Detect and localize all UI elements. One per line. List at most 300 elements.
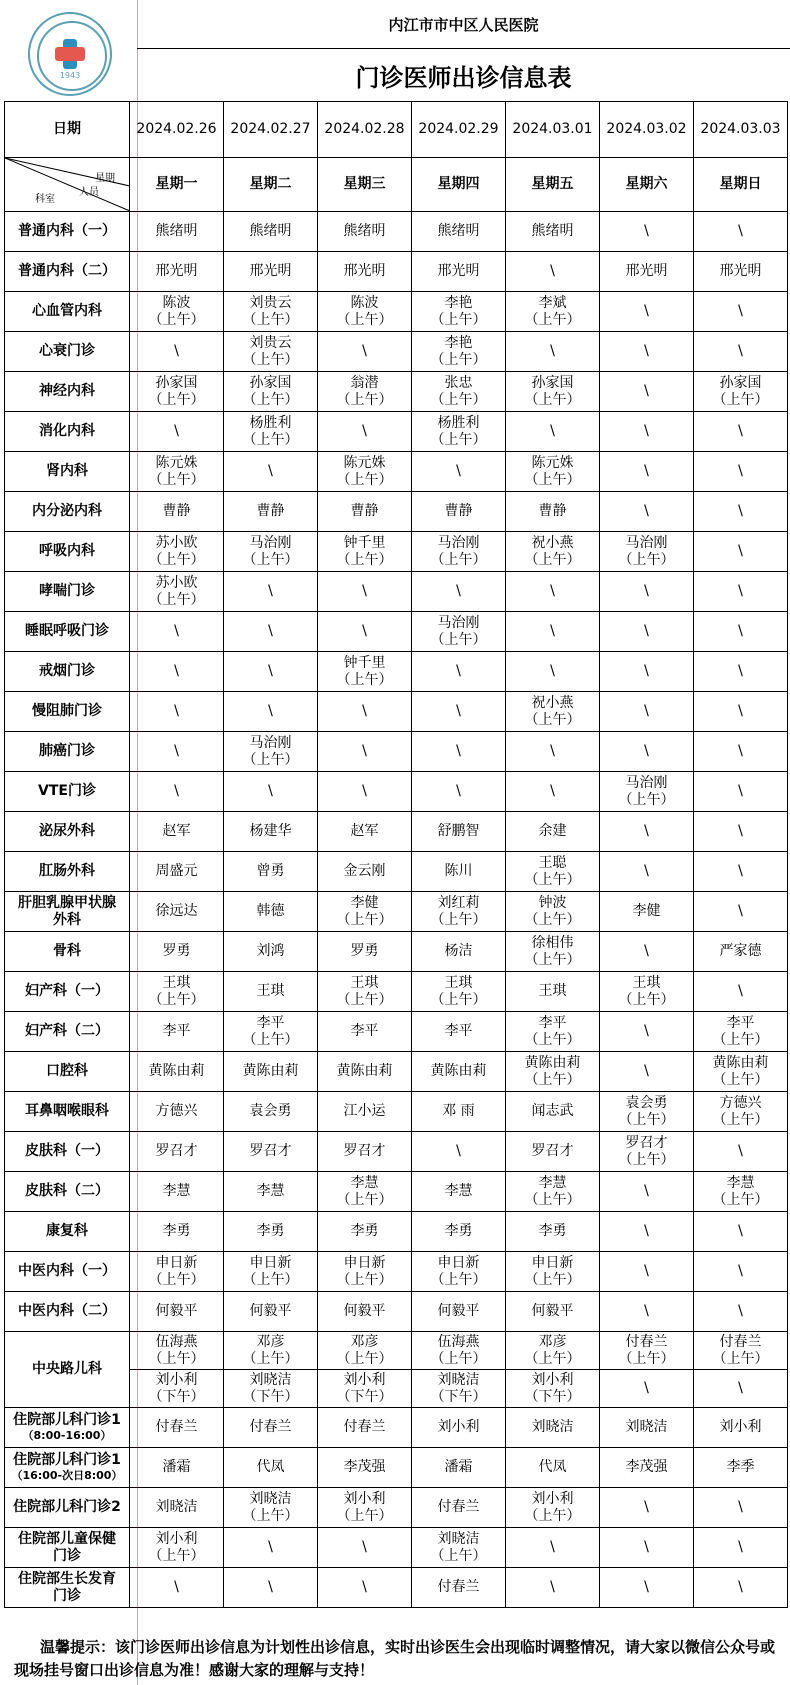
schedule-cell: \ bbox=[694, 692, 788, 732]
table-row bbox=[5, 1012, 788, 1052]
schedule-cell: 李慧 （上午） bbox=[506, 1172, 600, 1212]
schedule-cell: \ bbox=[224, 652, 318, 692]
dept-cell: 妇产科（一） bbox=[5, 972, 130, 1012]
date-row bbox=[5, 102, 788, 158]
dept-cell: 普通内科（一） bbox=[5, 212, 130, 252]
schedule-cell: 余建 bbox=[506, 812, 600, 852]
schedule-cell: \ bbox=[694, 1292, 788, 1332]
dept-label: 住院部生长发育 门诊 bbox=[18, 1570, 116, 1604]
schedule-cell: 付春兰 bbox=[412, 1568, 506, 1608]
schedule-cell: 刘鸿 bbox=[224, 932, 318, 972]
schedule-cell: 黄陈由莉 bbox=[224, 1052, 318, 1092]
schedule-cell: \ bbox=[600, 812, 694, 852]
dept-cell: 耳鼻咽喉眼科 bbox=[5, 1092, 130, 1132]
schedule-cell: 付春兰 bbox=[318, 1408, 412, 1448]
schedule-cell: 李勇 bbox=[412, 1212, 506, 1252]
schedule-cell: 张忠 （上午） bbox=[412, 372, 506, 412]
schedule-cell: \ bbox=[600, 732, 694, 772]
schedule-cell: 金云刚 bbox=[318, 852, 412, 892]
schedule-cell: 李慧 bbox=[412, 1172, 506, 1212]
schedule-cell: \ bbox=[600, 1568, 694, 1608]
schedule-cell: \ bbox=[600, 1052, 694, 1092]
schedule-cell: 潘霜 bbox=[130, 1448, 224, 1488]
schedule-cell: \ bbox=[318, 1528, 412, 1568]
dept-cell: 康复科 bbox=[5, 1212, 130, 1252]
schedule-cell: 孙家国 （上午） bbox=[224, 372, 318, 412]
schedule-cell: \ bbox=[224, 612, 318, 652]
dept-cell: 神经内科 bbox=[5, 372, 130, 412]
schedule-cell: \ bbox=[600, 332, 694, 372]
table-row bbox=[5, 1052, 788, 1092]
schedule-cell: 邓彦 （上午） bbox=[506, 1332, 600, 1370]
table-row bbox=[5, 772, 788, 812]
schedule-cell: 杨胜利 （上午） bbox=[224, 412, 318, 452]
dept-cell: 心血管内科 bbox=[5, 292, 130, 332]
dept-cell: 妇产科（二） bbox=[5, 1012, 130, 1052]
schedule-cell: \ bbox=[600, 612, 694, 652]
schedule-cell: 刘晓洁 bbox=[130, 1488, 224, 1528]
schedule-cell: 赵军 bbox=[130, 812, 224, 852]
schedule-cell: 方德兴 bbox=[130, 1092, 224, 1132]
schedule-cell: 马治刚 （上午） bbox=[600, 772, 694, 812]
schedule-cell: \ bbox=[694, 652, 788, 692]
table-row bbox=[5, 1408, 788, 1448]
schedule-cell: 刘晓洁 （上午） bbox=[412, 1528, 506, 1568]
weekday-cell: 星期五 bbox=[506, 158, 600, 212]
schedule-cell: 陈元姝 （上午） bbox=[318, 452, 412, 492]
schedule-cell: 陈波 （上午） bbox=[130, 292, 224, 332]
date-cell: 2024.03.01 bbox=[506, 102, 600, 158]
schedule-cell: \ bbox=[506, 412, 600, 452]
schedule-cell: 刘晓洁 bbox=[506, 1408, 600, 1448]
schedule-cell: \ bbox=[600, 412, 694, 452]
schedule-cell: \ bbox=[694, 452, 788, 492]
weekday-cell: 星期六 bbox=[600, 158, 694, 212]
schedule-cell: \ bbox=[694, 412, 788, 452]
weekday-cell: 星期日 bbox=[694, 158, 788, 212]
schedule-cell: 陈元姝 （上午） bbox=[506, 452, 600, 492]
schedule-cell: \ bbox=[694, 892, 788, 932]
schedule-cell: \ bbox=[694, 572, 788, 612]
dept-cell: 内分泌内科 bbox=[5, 492, 130, 532]
schedule-cell: 申日新 （上午） bbox=[318, 1252, 412, 1292]
schedule-cell: 闻志武 bbox=[506, 1092, 600, 1132]
table-row bbox=[5, 612, 788, 652]
table-row bbox=[5, 332, 788, 372]
schedule-cell: \ bbox=[600, 932, 694, 972]
schedule-cell: 李健 bbox=[600, 892, 694, 932]
schedule-cell: \ bbox=[130, 732, 224, 772]
schedule-cell: 刘晓洁 （下午） bbox=[224, 1370, 318, 1408]
table-row bbox=[5, 1172, 788, 1212]
dept-label: 住院部儿科门诊1 bbox=[13, 1452, 121, 1468]
schedule-cell: \ bbox=[412, 1132, 506, 1172]
schedule-cell: \ bbox=[318, 612, 412, 652]
schedule-cell: 邢光明 bbox=[694, 252, 788, 292]
hospital-name: 内江市市中区人民医院 bbox=[137, 0, 790, 49]
schedule-cell: 祝小燕 （上午） bbox=[506, 532, 600, 572]
schedule-cell: \ bbox=[130, 1568, 224, 1608]
dept-cell: 中医内科（二） bbox=[5, 1292, 130, 1332]
schedule-cell: 孙家国 （上午） bbox=[130, 372, 224, 412]
schedule-cell: \ bbox=[694, 492, 788, 532]
dept-cell bbox=[5, 1528, 130, 1568]
schedule-cell: 李慧 bbox=[130, 1172, 224, 1212]
dept-cell bbox=[5, 1568, 130, 1608]
corner-staff: 人员 bbox=[79, 187, 99, 198]
schedule-cell: 李勇 bbox=[506, 1212, 600, 1252]
schedule-cell: 刘晓洁 （上午） bbox=[224, 1488, 318, 1528]
schedule-cell: \ bbox=[412, 772, 506, 812]
weekday-cell: 星期二 bbox=[224, 158, 318, 212]
schedule-cell: \ bbox=[600, 692, 694, 732]
corner-dept: 科室 bbox=[35, 194, 55, 205]
table-row bbox=[5, 372, 788, 412]
schedule-cell: 申日新 （上午） bbox=[224, 1252, 318, 1292]
schedule-cell: \ bbox=[412, 732, 506, 772]
dept-cell: 睡眠呼吸门诊 bbox=[5, 612, 130, 652]
schedule-table bbox=[4, 101, 788, 1608]
schedule-cell: 马治刚 （上午） bbox=[224, 532, 318, 572]
schedule-cell: \ bbox=[694, 1488, 788, 1528]
schedule-cell: 罗召才 （上午） bbox=[600, 1132, 694, 1172]
schedule-cell: \ bbox=[694, 852, 788, 892]
schedule-cell: \ bbox=[412, 652, 506, 692]
schedule-cell: 刘贵云 （上午） bbox=[224, 332, 318, 372]
schedule-cell: \ bbox=[506, 572, 600, 612]
schedule-cell: 付春兰 bbox=[412, 1488, 506, 1528]
schedule-cell: 曹静 bbox=[506, 492, 600, 532]
table-row bbox=[5, 1332, 788, 1370]
schedule-cell: \ bbox=[224, 1528, 318, 1568]
schedule-cell: \ bbox=[412, 572, 506, 612]
schedule-cell: 刘小利 （下午） bbox=[130, 1370, 224, 1408]
schedule-cell: \ bbox=[600, 572, 694, 612]
schedule-cell: \ bbox=[694, 972, 788, 1012]
schedule-cell: 何毅平 bbox=[318, 1292, 412, 1332]
table-row bbox=[5, 1132, 788, 1172]
schedule-cell: 熊绪明 bbox=[506, 212, 600, 252]
schedule-cell: \ bbox=[600, 1370, 694, 1408]
schedule-cell: 熊绪明 bbox=[412, 212, 506, 252]
schedule-cell: \ bbox=[600, 292, 694, 332]
schedule-cell: 刘小利 bbox=[412, 1408, 506, 1448]
table-row bbox=[5, 1528, 788, 1568]
schedule-cell: 苏小欧 （上午） bbox=[130, 532, 224, 572]
schedule-cell: 熊绪明 bbox=[130, 212, 224, 252]
dept-label: 住院部儿科门诊2 bbox=[13, 1499, 121, 1515]
dept-cell: 肺癌门诊 bbox=[5, 732, 130, 772]
table-row bbox=[5, 1292, 788, 1332]
logo-year: 1943 bbox=[59, 71, 81, 80]
schedule-cell: 李勇 bbox=[318, 1212, 412, 1252]
schedule-cell: 曾勇 bbox=[224, 852, 318, 892]
schedule-cell: 孙家国 （上午） bbox=[694, 372, 788, 412]
schedule-cell: 王聪 （上午） bbox=[506, 852, 600, 892]
schedule-cell: 刘小利 （上午） bbox=[318, 1488, 412, 1528]
schedule-cell: 刘小利 （下午） bbox=[506, 1370, 600, 1408]
schedule-cell: 李平 bbox=[318, 1012, 412, 1052]
schedule-cell: 刘晓洁 bbox=[600, 1408, 694, 1448]
schedule-cell: 伍海燕 （上午） bbox=[412, 1332, 506, 1370]
date-cell: 2024.03.02 bbox=[600, 102, 694, 158]
schedule-cell: 王琪 bbox=[506, 972, 600, 1012]
schedule-cell: 杨洁 bbox=[412, 932, 506, 972]
schedule-cell: \ bbox=[694, 212, 788, 252]
schedule-cell: 李慧 （上午） bbox=[694, 1172, 788, 1212]
schedule-cell: \ bbox=[600, 1212, 694, 1252]
schedule-cell: \ bbox=[506, 1568, 600, 1608]
dept-cell: 中医内科（一） bbox=[5, 1252, 130, 1292]
schedule-cell: 刘晓洁 （下午） bbox=[412, 1370, 506, 1408]
schedule-cell: 李平 bbox=[130, 1012, 224, 1052]
schedule-cell: \ bbox=[506, 1528, 600, 1568]
schedule-cell: \ bbox=[600, 492, 694, 532]
schedule-cell: 熊绪明 bbox=[224, 212, 318, 252]
schedule-cell: \ bbox=[130, 772, 224, 812]
schedule-cell: \ bbox=[130, 332, 224, 372]
schedule-cell: 李慧 bbox=[224, 1172, 318, 1212]
schedule-cell: \ bbox=[600, 652, 694, 692]
schedule-cell: \ bbox=[506, 252, 600, 292]
schedule-cell: 曹静 bbox=[318, 492, 412, 532]
schedule-cell: \ bbox=[224, 452, 318, 492]
schedule-cell: 韩德 bbox=[224, 892, 318, 932]
schedule-cell: 黄陈由莉 （上午） bbox=[694, 1052, 788, 1092]
schedule-cell: 袁会勇 bbox=[224, 1092, 318, 1132]
date-cell: 2024.02.27 bbox=[224, 102, 318, 158]
dept-cell bbox=[5, 1488, 130, 1528]
schedule-cell: 何毅平 bbox=[224, 1292, 318, 1332]
dept-time-range: （8:00-16:00） bbox=[22, 1429, 112, 1442]
notice-text: 温馨提示：该门诊医师出诊信息为计划性出诊信息，实时出诊医生会出现临时调整情况，请大家以微信公众号或现场挂号窗口出诊信息为准！感谢大家的理解与支持！ bbox=[14, 1638, 776, 1679]
table-row bbox=[5, 452, 788, 492]
table-row bbox=[5, 532, 788, 572]
schedule-cell: 李茂强 bbox=[600, 1448, 694, 1488]
schedule-cell: 李艳 （上午） bbox=[412, 332, 506, 372]
table-row bbox=[5, 1448, 788, 1488]
table-row bbox=[5, 212, 788, 252]
dept-cell: 心衰门诊 bbox=[5, 332, 130, 372]
date-cell: 2024.02.29 bbox=[412, 102, 506, 158]
schedule-cell: \ bbox=[318, 692, 412, 732]
schedule-cell: \ bbox=[130, 612, 224, 652]
dept-label: 住院部儿科门诊1 bbox=[13, 1412, 121, 1428]
schedule-cell: \ bbox=[600, 1292, 694, 1332]
dept-time-range: （16:00-次日8:00） bbox=[11, 1469, 123, 1482]
schedule-cell: 江小运 bbox=[318, 1092, 412, 1132]
schedule-cell: 陈川 bbox=[412, 852, 506, 892]
dept-cell: 普通内科（二） bbox=[5, 252, 130, 292]
schedule-cell: \ bbox=[694, 1252, 788, 1292]
table-row bbox=[5, 652, 788, 692]
date-cell: 2024.03.03 bbox=[694, 102, 788, 158]
schedule-cell: \ bbox=[506, 732, 600, 772]
table-row bbox=[5, 1568, 788, 1608]
schedule-cell: \ bbox=[694, 1568, 788, 1608]
schedule-cell: 方德兴 （上午） bbox=[694, 1092, 788, 1132]
schedule-cell: \ bbox=[694, 1212, 788, 1252]
schedule-cell: \ bbox=[694, 1370, 788, 1408]
schedule-cell: 刘贵云 （上午） bbox=[224, 292, 318, 332]
schedule-cell: 邓彦 （上午） bbox=[224, 1332, 318, 1370]
dept-cell bbox=[5, 1448, 130, 1488]
schedule-cell: 刘小利 （上午） bbox=[506, 1488, 600, 1528]
schedule-cell: \ bbox=[506, 772, 600, 812]
dept-cell: 戒烟门诊 bbox=[5, 652, 130, 692]
weekday-cell: 星期四 bbox=[412, 158, 506, 212]
schedule-cell: \ bbox=[130, 412, 224, 452]
schedule-cell: \ bbox=[694, 772, 788, 812]
dept-cell: 皮肤科（二） bbox=[5, 1172, 130, 1212]
schedule-cell: 邓 雨 bbox=[412, 1092, 506, 1132]
schedule-cell: 王琪 （上午） bbox=[130, 972, 224, 1012]
schedule-cell: 邓彦 （上午） bbox=[318, 1332, 412, 1370]
dept-cell: 消化内科 bbox=[5, 412, 130, 452]
date-cell: 2024.02.26 bbox=[130, 102, 224, 158]
dept-cell: 骨科 bbox=[5, 932, 130, 972]
schedule-cell: \ bbox=[224, 572, 318, 612]
schedule-cell: 钟千里 （上午） bbox=[318, 652, 412, 692]
schedule-cell: 李季 bbox=[694, 1448, 788, 1488]
schedule-cell: 邢光明 bbox=[318, 252, 412, 292]
schedule-cell: \ bbox=[694, 1132, 788, 1172]
weekday-row bbox=[5, 158, 788, 212]
date-cell: 2024.02.28 bbox=[318, 102, 412, 158]
schedule-cell: 翁潜 （上午） bbox=[318, 372, 412, 412]
dept-cell: 泌尿外科 bbox=[5, 812, 130, 852]
dept-cell bbox=[5, 1408, 130, 1448]
schedule-cell: 邢光明 bbox=[224, 252, 318, 292]
schedule-cell: \ bbox=[224, 772, 318, 812]
schedule-cell: \ bbox=[506, 652, 600, 692]
schedule-cell: \ bbox=[130, 652, 224, 692]
weekday-cell: 星期三 bbox=[318, 158, 412, 212]
table-row bbox=[5, 1212, 788, 1252]
dept-cell: 呼吸内科 bbox=[5, 532, 130, 572]
schedule-cell: 罗召才 bbox=[224, 1132, 318, 1172]
schedule-cell: 何毅平 bbox=[130, 1292, 224, 1332]
corner-weekday: 星期 bbox=[95, 173, 115, 184]
schedule-cell: 潘霜 bbox=[412, 1448, 506, 1488]
schedule-cell: \ bbox=[506, 332, 600, 372]
schedule-cell: 刘小利 （下午） bbox=[318, 1370, 412, 1408]
table-row bbox=[5, 732, 788, 772]
schedule-cell: 刘小利 （上午） bbox=[130, 1528, 224, 1568]
schedule-cell: 邢光明 bbox=[600, 252, 694, 292]
schedule-cell: 赵军 bbox=[318, 812, 412, 852]
table-row bbox=[5, 1092, 788, 1132]
schedule-cell: 马治刚 （上午） bbox=[412, 612, 506, 652]
schedule-cell: 陈波 （上午） bbox=[318, 292, 412, 332]
schedule-cell: 付春兰 （上午） bbox=[694, 1332, 788, 1370]
schedule-cell: 王琪 （上午） bbox=[600, 972, 694, 1012]
schedule-cell: 李平 （上午） bbox=[694, 1012, 788, 1052]
schedule-cell: 徐相伟 （上午） bbox=[506, 932, 600, 972]
schedule-cell: \ bbox=[694, 292, 788, 332]
schedule-cell: 李勇 bbox=[130, 1212, 224, 1252]
weekday-cell: 星期一 bbox=[130, 158, 224, 212]
schedule-cell: \ bbox=[318, 332, 412, 372]
table-row bbox=[5, 572, 788, 612]
table-row bbox=[5, 1488, 788, 1528]
schedule-cell: 代凤 bbox=[506, 1448, 600, 1488]
schedule-cell: 王琪 （上午） bbox=[318, 972, 412, 1012]
table-row bbox=[5, 852, 788, 892]
schedule-cell: \ bbox=[694, 332, 788, 372]
schedule-cell: \ bbox=[318, 412, 412, 452]
table-row bbox=[5, 252, 788, 292]
schedule-cell: 罗召才 bbox=[318, 1132, 412, 1172]
table-row bbox=[5, 972, 788, 1012]
schedule-cell: \ bbox=[224, 1568, 318, 1608]
schedule-cell: 苏小欧 （上午） bbox=[130, 572, 224, 612]
schedule-cell: 李勇 bbox=[224, 1212, 318, 1252]
table-row bbox=[5, 292, 788, 332]
table-row bbox=[5, 1252, 788, 1292]
schedule-cell: 曹静 bbox=[412, 492, 506, 532]
corner-cell bbox=[5, 158, 130, 212]
schedule-cell: 黄陈由莉 bbox=[130, 1052, 224, 1092]
table-row bbox=[5, 892, 788, 932]
schedule-cell: 钟波 （上午） bbox=[506, 892, 600, 932]
schedule-cell: 孙家国 （上午） bbox=[506, 372, 600, 412]
dept-cell: 肛肠外科 bbox=[5, 852, 130, 892]
schedule-cell: 王琪 （上午） bbox=[412, 972, 506, 1012]
schedule-cell: 何毅平 bbox=[506, 1292, 600, 1332]
schedule-cell: 李慧 （上午） bbox=[318, 1172, 412, 1212]
table-row bbox=[5, 492, 788, 532]
schedule-cell: 李艳 （上午） bbox=[412, 292, 506, 332]
schedule-cell: 付春兰 bbox=[130, 1408, 224, 1448]
schedule-cell: 邢光明 bbox=[412, 252, 506, 292]
schedule-cell: 黄陈由莉 （上午） bbox=[506, 1052, 600, 1092]
schedule-cell: \ bbox=[694, 732, 788, 772]
schedule-cell: 刘红莉 （上午） bbox=[412, 892, 506, 932]
schedule-cell: \ bbox=[318, 772, 412, 812]
schedule-cell: 申日新 （上午） bbox=[412, 1252, 506, 1292]
date-label: 日期 bbox=[5, 102, 130, 158]
schedule-cell: 马治刚 （上午） bbox=[412, 532, 506, 572]
dept-cell: 慢阻肺门诊 bbox=[5, 692, 130, 732]
schedule-cell: 罗勇 bbox=[318, 932, 412, 972]
schedule-cell: 邢光明 bbox=[130, 252, 224, 292]
dept-cell: 中央路儿科 bbox=[5, 1332, 130, 1408]
schedule-cell: \ bbox=[130, 692, 224, 732]
schedule-cell: 曹静 bbox=[130, 492, 224, 532]
schedule-cell: \ bbox=[412, 452, 506, 492]
schedule-cell: 马治刚 （上午） bbox=[600, 532, 694, 572]
dept-cell: 皮肤科（一） bbox=[5, 1132, 130, 1172]
schedule-cell: 陈元姝 （上午） bbox=[130, 452, 224, 492]
dept-cell: 哮喘门诊 bbox=[5, 572, 130, 612]
schedule-cell: 李茂强 bbox=[318, 1448, 412, 1488]
schedule-cell: 李平 bbox=[412, 1012, 506, 1052]
schedule-cell: \ bbox=[600, 1172, 694, 1212]
schedule-cell: 申日新 （上午） bbox=[130, 1252, 224, 1292]
schedule-cell: 舒鹏智 bbox=[412, 812, 506, 852]
schedule-cell: \ bbox=[600, 1528, 694, 1568]
schedule-cell: 黄陈由莉 bbox=[412, 1052, 506, 1092]
schedule-cell: \ bbox=[600, 212, 694, 252]
schedule-cell: \ bbox=[600, 452, 694, 492]
schedule-cell: 王琪 bbox=[224, 972, 318, 1012]
schedule-cell: \ bbox=[318, 1568, 412, 1608]
table-row bbox=[5, 932, 788, 972]
schedule-cell: \ bbox=[600, 1012, 694, 1052]
schedule-cell: \ bbox=[318, 732, 412, 772]
schedule-cell: \ bbox=[318, 572, 412, 612]
